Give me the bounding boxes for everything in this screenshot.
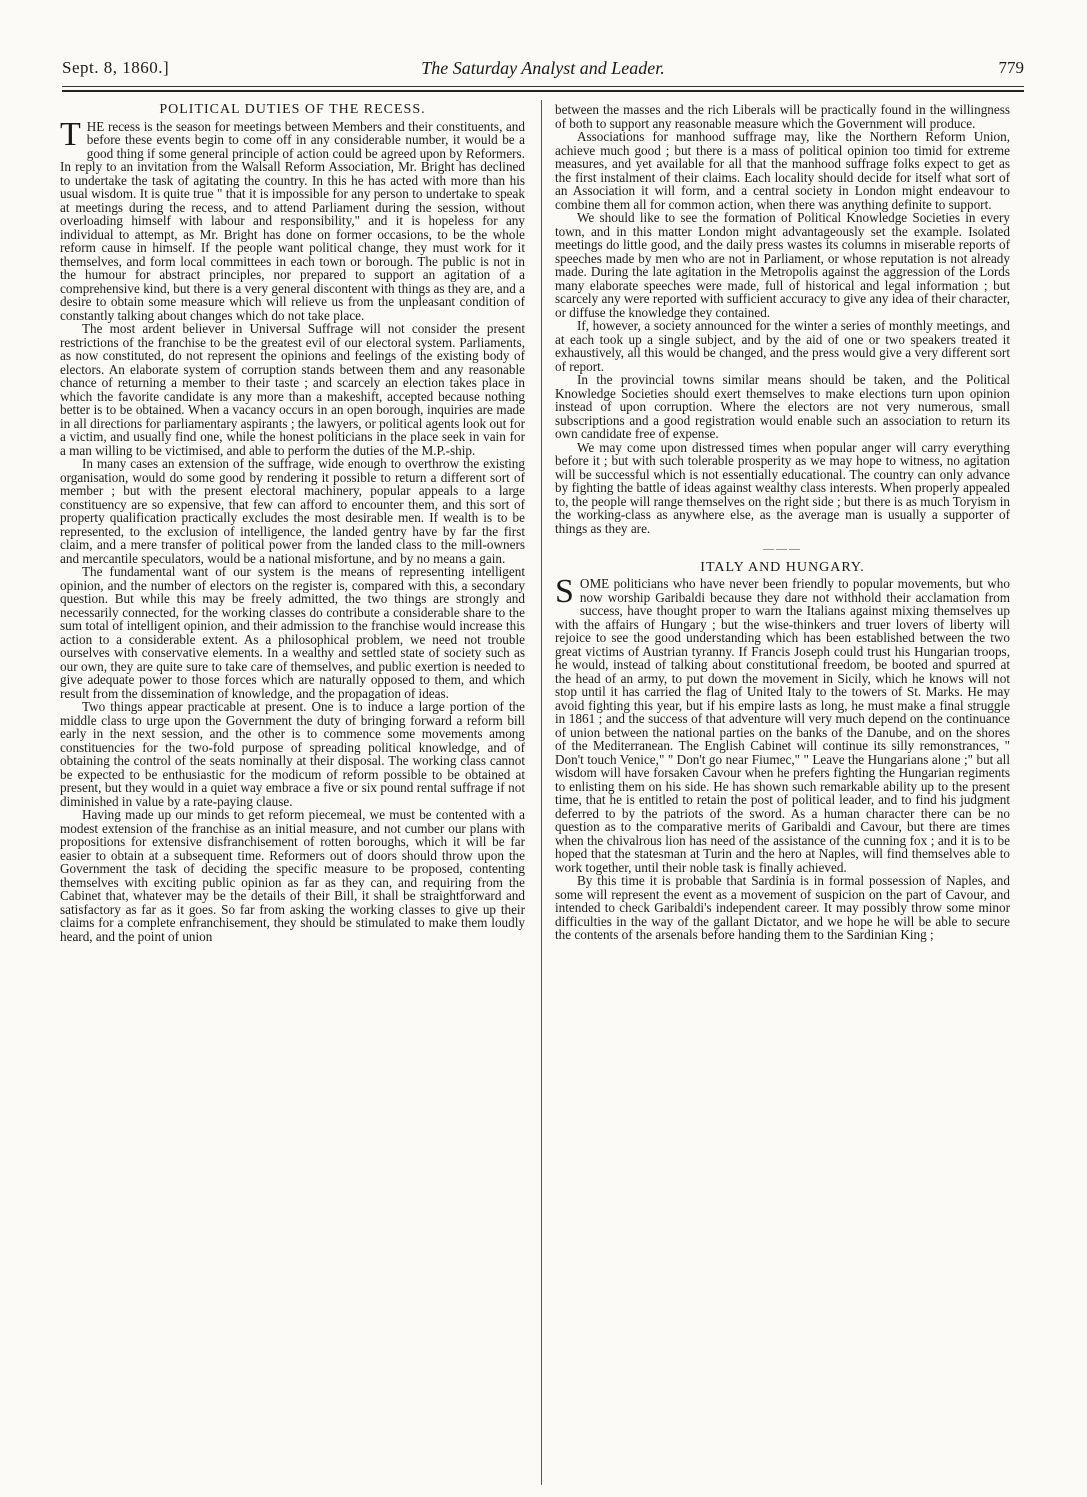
article-paragraph: THE recess is the season for meetings between Members and their constituents, and before these events begin to come off in any considerable number, it would be a good thing if some general principle of action could be agreed upon by Reformers. In reply to an invitation from the Walsall Reform Association, Mr. Bright has declined to undertake the task of agitating the country. In this he has acted with more than his usual wisdom. It is quite true " that it is impossible for any person to undertake to speak at meetings during the recess, and to attend Parliament during the session, without overloading himself with labour and responsibility," and it is hopeless for any individual to attempt, as Mr. Bright has done on former occasions, to be the whole reform cause in himself. If the people want political change, they must work for it themselves, and form local committees in each town or borough. The public is not in the humour for abstract principles, nor prepared to support an agitation of a comprehensive kind, but there is a very general discontent with things as they are, and a desire to obtain some measure which will relieve us from the unpleasant condition of constantly talking about changes which do not take place. bbox=[60, 115, 525, 323]
drop-cap: S bbox=[555, 573, 574, 610]
article-heading-italy-hungary: ITALY AND HUNGARY. bbox=[700, 559, 865, 575]
article-heading-political-duties: POLITICAL DUTIES OF THE RECESS. bbox=[159, 102, 426, 117]
article-paragraph: Two things appear practicable at present. One is to induce a large portion of the middle class to urge upon the Government the duty of bringing forward a reform bill early in the next session, and the other is to commence some movements among constituencies for the two-fold purpose of spreading political knowledge, and of obtaining the control of the seats nominally at their disposal. The working class cannot be expected to be enthusiastic for the modicum of reform possible to be obtained at present, but they would in a quiet way embrace a five or six pound rental suffrage if not diminished in value by a rate-paying clause. bbox=[60, 699, 525, 809]
page-number: 779 bbox=[998, 58, 1024, 77]
article-paragraph: We may come upon distressed times when popular anger will carry everything before it ; but with such tolerable prosperity as we may hope to witness, no agitation will be successful which is not essentially educational. The country can only advance by fighting the battle of ideas against wealthy class interests. When properly appealed to, the people will range themselves on the right side ; but there is as much Toryism in the working-class as anywhere else, as the average man is usually a supporter of things as they are. bbox=[555, 439, 1010, 536]
section-ornament: ——— bbox=[763, 543, 802, 555]
column-divider bbox=[541, 100, 542, 1485]
article-paragraph: The fundamental want of our system is the means of representing intelligent opinion, and the number of electors on the register is, compared with this, a secondary question. But while this may be freely admitted, the two things are strongly and necessarily connected, for the working classes do contribute a considerable share to the sum total of intelligent opinion, and their admission to the franchise would increase this action to a considerable extent. As a philosophical problem, we need not trouble ourselves with conservative elements. In a wealthy and settled state of society such as our own, they are quite sure to take care of themselves, and public exertion is needed to give adequate power to those forces which are naturally opposed to them, and which result from the dissemination of knowledge, and the propagation of ideas. bbox=[60, 564, 525, 701]
article-paragraph: By this time it is probable that Sardinia is in formal possession of Naples, and some will represent the event as a movement of suspicion on the part of Cavour, and intended to check Garibaldi's independent career. It may possibly throw some minor difficulties in the way of the gallant Dictator, and we hope he will be able to secure the contents of the arsenals before handing them to the Sardinian King ; bbox=[555, 873, 1010, 942]
article-paragraph: SOME politicians who have never been friendly to popular movements, but who now worship Garibaldi because they dare not withhold their acclamation from success, have thought proper to warn the Italians against mixing themselves up with the affairs of Hungary ; but the wise-thinkers and truer lovers of liberty will rejoice to see the good understanding which has been established between the two great victims of Austrian tyranny. If Francis Joseph could trust his Hungarian troops, he would, instead of talking about constitutional freedom, be booted and spurred at the head of an army, to put down the movement in Sicily, which he knows will not stop until it has carried the flag of United Italy to the towers of St. Marks. He may avoid fighting this year, but if his empire lasts as long, he must make a final struggle in 1861 ; and the success of that adventure will very much depend on the continuance of union between the national parties on the banks of the Danube, and on the shores of the Mediterranean. The English Cabinet will continue its silly remonstrances, " Don't touch Venice," " Don't go near Fiumec," " Leave the Hungarians alone ;" but all wisdom will have forsaken Cavour when he prefers fighting the Hungarian regiments to enlisting them on his side. He has shown such remarkable ability up to the present time, that he is entitled to retain the post of political leader, and to find his judgment deferred to by the patriots of the sword. As a human character there can be no question as to the comparative merits of Garibaldi and Cavour, but there are times when the chivalrous lion has need of the assistance of the cunning fox ; and it is to be hoped that the statesman at Turin and the hero at Naples, will find themselves able to work together, until their noble task is finally achieved. bbox=[555, 573, 1010, 875]
drop-cap: T bbox=[60, 115, 81, 153]
publication-title: The Saturday Analyst and Leader. bbox=[421, 58, 665, 78]
right-column bbox=[555, 103, 1010, 942]
article-paragraph: Having made up our minds to get reform piecemeal, we must be contented with a modest extension of the franchise as an initial measure, and not cumber our plans with propositions for extensive disfranchisement of rotten boroughs, which it will be far easier to obtain at a subsequent time. Reformers out of doors should throw upon the Government the task of deciding the specific measure to be proposed, contenting themselves with exciting public opinion as far as they can, and requiring from the Cabinet that, whatever may be the details of their Bill, it shall be straightforward and satisfactory as far as it goes. So far from asking the working classes to give up their claims for a complete enfranchisement, they should be stimulated to make them loudly heard, and the point of union bbox=[60, 807, 525, 944]
left-column bbox=[60, 103, 525, 943]
article-paragraph: The most ardent believer in Universal Suffrage will not consider the present restrictions of the franchise to be the greatest evil of our electoral system. Parliaments, as now constituted, do not represent the opinions and feelings of the existing body of electors. An elaborate system of corruption stands between them and any reasonable chance of returning a member to their taste ; and scarcely an election takes place in which the favorite candidate is any more than a makeshift, accepted because nothing better is to be obtained. When a vacancy occurs in an open borough, inquiries are made in all directions for parliamentary aspirants ; the lawyers, or political agents look out for a victim, and usually find one, while the honest politicians in the place seek in vain for a man willing to be victimised, and able to perform the duties of the M.P.-ship. bbox=[60, 321, 525, 458]
article-paragraph: In the provincial towns similar means should be taken, and the Political Knowledge Societies should exert themselves to make elections turn upon opinion instead of upon corruption. Where the electors are not very numerous, small subscriptions and a good registration would enable such an association to return its own candidate free of expense. bbox=[555, 372, 1010, 441]
header-rule-thick bbox=[62, 90, 1024, 92]
article-paragraph: between the masses and the rich Liberals will be practically found in the willingness of both to support any reasonable measure which the Government will produce. bbox=[555, 102, 1010, 131]
article-paragraph: We should like to see the formation of Political Knowledge Societies in every town, and in this matter London might advantageously set the example. Isolated meetings do little good, and the daily press wastes its columns in miserable reports of speeches made by men who are not in Parliament, or whose reputation is not already made. During the late agitation in the Metropolis against the aggression of the Lords many elaborate speeches were made, full of historical and legal information ; but scarcely any were reported with sufficient accuracy to give any idea of their character, or diffuse the knowledge they contained. bbox=[555, 210, 1010, 320]
article-paragraph: In many cases an extension of the suffrage, wide enough to overthrow the existing organisation, would do some good by rendering it possible to return a different sort of member ; but with the present electoral machinery, popular appeals to a large constituency are so expensive, that few can afford to encounter them, and this sort of property qualification practically excludes the most desirable men. If wealth is to be represented, to the exclusion of intelligence, the landed gentry have by far the first claim, and a mere transfer of political power from the landed class to the mill-owners and mercantile speculators, would be a national misfortune, and by no means a gain. bbox=[60, 456, 525, 566]
running-header bbox=[62, 58, 1024, 84]
header-rule-thin bbox=[62, 86, 1024, 87]
article-paragraph: Associations for manhood suffrage may, like the Northern Reform Union, achieve much good ; but there is a mass of political opinion too timid for extreme measures, and yet available for all that the manhood suffrage folks expect to get as the first instalment of their claims. Each locality should decide for itself what sort of an Association it will form, and a central society in London might endeavour to combine them all for common action, when there was anything definite to support. bbox=[555, 129, 1010, 212]
article-paragraph: If, however, a society announced for the winter a series of monthly meetings, and at each took up a single subject, and by the aid of one or two speakers treated it exhaustively, all this would be changed, and the press would give a very different sort of report. bbox=[555, 318, 1010, 374]
issue-date: Sept. 8, 1860.] bbox=[62, 58, 170, 77]
